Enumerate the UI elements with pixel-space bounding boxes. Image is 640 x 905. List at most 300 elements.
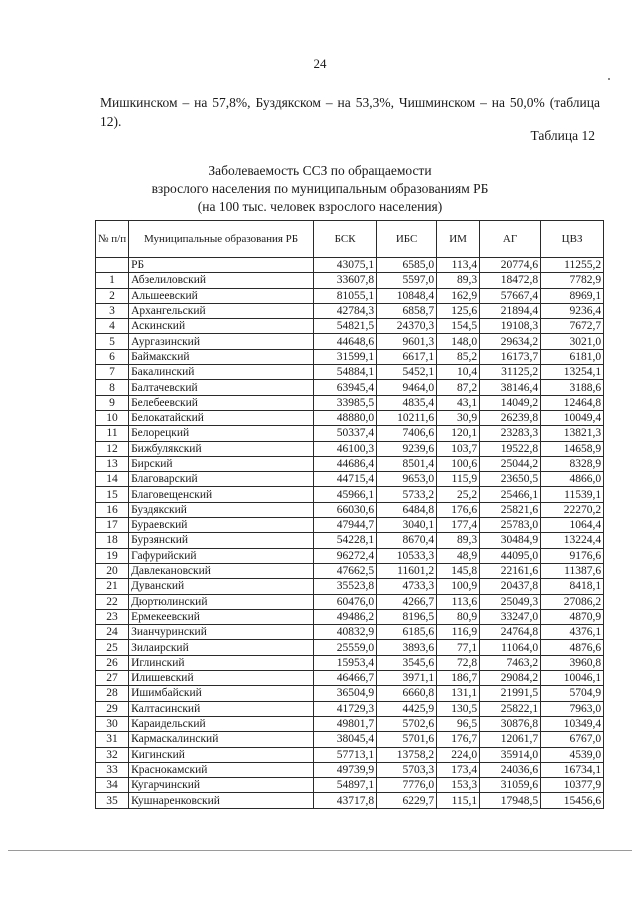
row-ibs: 5703,3 <box>377 762 437 777</box>
row-im: 103,7 <box>437 441 480 456</box>
row-ag: 25049,3 <box>480 594 541 609</box>
row-im: 87,2 <box>437 380 480 395</box>
row-ibs: 6585,0 <box>377 258 437 273</box>
row-bsk: 49739,9 <box>314 762 377 777</box>
row-name: Альшеевский <box>129 288 314 303</box>
row-ibs: 11601,2 <box>377 563 437 578</box>
row-num: 21 <box>96 579 129 594</box>
row-cvz: 8418,1 <box>541 579 604 594</box>
header-im: ИМ <box>437 221 480 258</box>
row-name: Зилаирский <box>129 640 314 655</box>
row-im: 30,9 <box>437 410 480 425</box>
row-im: 10,4 <box>437 365 480 380</box>
row-name: Бураевский <box>129 518 314 533</box>
row-ibs: 10211,6 <box>377 410 437 425</box>
row-name: Белорецкий <box>129 426 314 441</box>
row-bsk: 36504,9 <box>314 686 377 701</box>
table-row <box>96 686 604 701</box>
row-ibs: 6229,7 <box>377 793 437 808</box>
row-num: 3 <box>96 303 129 318</box>
row-num: 20 <box>96 563 129 578</box>
table-row <box>96 518 604 533</box>
row-name: Белокатайский <box>129 410 314 425</box>
header-num: № п/п <box>96 221 129 258</box>
row-bsk: 41729,3 <box>314 701 377 716</box>
table-row <box>96 456 604 471</box>
row-name: Аургазинский <box>129 334 314 349</box>
row-ibs: 9601,3 <box>377 334 437 349</box>
row-im: 85,2 <box>437 349 480 364</box>
row-num: 28 <box>96 686 129 701</box>
table-row <box>96 410 604 425</box>
row-num: 10 <box>96 410 129 425</box>
row-bsk: 66030,6 <box>314 502 377 517</box>
row-name: Благоварский <box>129 472 314 487</box>
row-name: Ермекеевский <box>129 609 314 624</box>
table-row <box>96 778 604 793</box>
row-num: 24 <box>96 625 129 640</box>
row-name: Караидельский <box>129 716 314 731</box>
row-num: 15 <box>96 487 129 502</box>
row-name: Дуванский <box>129 579 314 594</box>
row-bsk: 31599,1 <box>314 349 377 364</box>
row-cvz: 10377,9 <box>541 778 604 793</box>
row-bsk: 35523,8 <box>314 579 377 594</box>
row-bsk: 15953,4 <box>314 655 377 670</box>
row-ibs: 4733,3 <box>377 579 437 594</box>
row-cvz: 14658,9 <box>541 441 604 456</box>
row-bsk: 54228,1 <box>314 533 377 548</box>
row-cvz: 22270,2 <box>541 502 604 517</box>
row-cvz: 3960,8 <box>541 655 604 670</box>
row-cvz: 13254,1 <box>541 365 604 380</box>
row-cvz: 11387,6 <box>541 563 604 578</box>
row-ag: 24036,6 <box>480 762 541 777</box>
row-ibs: 13758,2 <box>377 747 437 762</box>
table-row <box>96 732 604 747</box>
row-num: 9 <box>96 395 129 410</box>
row-bsk: 43717,8 <box>314 793 377 808</box>
row-name: Зианчуринский <box>129 625 314 640</box>
row-ag: 19108,3 <box>480 319 541 334</box>
row-num: 5 <box>96 334 129 349</box>
row-ag: 25822,1 <box>480 701 541 716</box>
row-cvz: 4866,0 <box>541 472 604 487</box>
row-ag: 44095,0 <box>480 548 541 563</box>
table-row <box>96 563 604 578</box>
row-ag: 26239,8 <box>480 410 541 425</box>
row-num: 19 <box>96 548 129 563</box>
row-bsk: 47944,7 <box>314 518 377 533</box>
row-num: 27 <box>96 671 129 686</box>
row-bsk: 81055,1 <box>314 288 377 303</box>
row-im: 89,3 <box>437 533 480 548</box>
table-row <box>96 349 604 364</box>
table-row <box>96 334 604 349</box>
row-num: 32 <box>96 747 129 762</box>
row-ibs: 8501,4 <box>377 456 437 471</box>
row-im: 43,1 <box>437 395 480 410</box>
row-cvz: 10349,4 <box>541 716 604 731</box>
caption-line-2: взрослого населения по муниципальным образованиям РБ <box>151 181 489 196</box>
row-im: 89,3 <box>437 273 480 288</box>
row-ag: 20774,6 <box>480 258 541 273</box>
row-num: 1 <box>96 273 129 288</box>
row-ibs: 9653,0 <box>377 472 437 487</box>
caption-line-3: (на 100 тыс. человек взрослого населения) <box>197 199 443 214</box>
row-cvz: 6181,0 <box>541 349 604 364</box>
row-ibs: 3040,1 <box>377 518 437 533</box>
row-cvz: 4876,6 <box>541 640 604 655</box>
row-ibs: 4266,7 <box>377 594 437 609</box>
row-ibs: 5597,0 <box>377 273 437 288</box>
row-bsk: 33985,5 <box>314 395 377 410</box>
row-name: Благовещенский <box>129 487 314 502</box>
row-ag: 7463,2 <box>480 655 541 670</box>
row-ag: 20437,8 <box>480 579 541 594</box>
row-ag: 11064,0 <box>480 640 541 655</box>
table-row <box>96 472 604 487</box>
row-ag: 30484,9 <box>480 533 541 548</box>
row-im: 176,6 <box>437 502 480 517</box>
header-cvz: ЦВЗ <box>541 221 604 258</box>
row-ibs: 9464,0 <box>377 380 437 395</box>
row-im: 125,6 <box>437 303 480 318</box>
row-im: 115,9 <box>437 472 480 487</box>
table-row <box>96 762 604 777</box>
table-row <box>96 303 604 318</box>
row-ibs: 4425,9 <box>377 701 437 716</box>
row-im: 96,5 <box>437 716 480 731</box>
table-row <box>96 441 604 456</box>
row-name: Кармаскалинский <box>129 732 314 747</box>
row-cvz: 15456,6 <box>541 793 604 808</box>
row-ag: 23283,3 <box>480 426 541 441</box>
row-num: 12 <box>96 441 129 456</box>
row-ag: 29634,2 <box>480 334 541 349</box>
row-num: 18 <box>96 533 129 548</box>
row-bsk: 43075,1 <box>314 258 377 273</box>
row-im: 100,9 <box>437 579 480 594</box>
row-ibs: 5702,6 <box>377 716 437 731</box>
table-caption <box>0 162 640 216</box>
row-num: 7 <box>96 365 129 380</box>
row-name: Бакалинский <box>129 365 314 380</box>
row-name: Кушнаренковский <box>129 793 314 808</box>
row-ag: 25783,0 <box>480 518 541 533</box>
row-im: 131,1 <box>437 686 480 701</box>
row-name: Калтасинский <box>129 701 314 716</box>
row-bsk: 47662,5 <box>314 563 377 578</box>
row-im: 72,8 <box>437 655 480 670</box>
row-bsk: 33607,8 <box>314 273 377 288</box>
row-cvz: 3188,6 <box>541 380 604 395</box>
row-cvz: 7672,7 <box>541 319 604 334</box>
row-ibs: 3893,6 <box>377 640 437 655</box>
row-num: 34 <box>96 778 129 793</box>
row-ibs: 4835,4 <box>377 395 437 410</box>
row-bsk: 57713,1 <box>314 747 377 762</box>
row-name: Бурзянский <box>129 533 314 548</box>
row-num: 14 <box>96 472 129 487</box>
row-im: 186,7 <box>437 671 480 686</box>
footer-divider <box>8 850 632 851</box>
row-ag: 18472,8 <box>480 273 541 288</box>
morbidity-table <box>95 220 604 809</box>
row-num: 26 <box>96 655 129 670</box>
table-row <box>96 716 604 731</box>
table-row <box>96 701 604 716</box>
row-bsk: 46466,7 <box>314 671 377 686</box>
row-num: 22 <box>96 594 129 609</box>
table-row <box>96 609 604 624</box>
row-cvz: 8328,9 <box>541 456 604 471</box>
row-cvz: 12464,8 <box>541 395 604 410</box>
row-ibs: 7776,0 <box>377 778 437 793</box>
row-ibs: 6484,8 <box>377 502 437 517</box>
table-row <box>96 747 604 762</box>
row-name: Краснокамский <box>129 762 314 777</box>
row-bsk: 40832,9 <box>314 625 377 640</box>
row-im: 162,9 <box>437 288 480 303</box>
table-row <box>96 426 604 441</box>
row-ag: 12061,7 <box>480 732 541 747</box>
row-cvz: 13821,3 <box>541 426 604 441</box>
row-im: 100,6 <box>437 456 480 471</box>
row-bsk: 54884,1 <box>314 365 377 380</box>
row-name: Баймакский <box>129 349 314 364</box>
table-body <box>96 258 604 809</box>
header-ibs: ИБС <box>377 221 437 258</box>
row-ag: 23650,5 <box>480 472 541 487</box>
row-cvz: 10046,1 <box>541 671 604 686</box>
row-im: 48,9 <box>437 548 480 563</box>
row-ag: 25466,1 <box>480 487 541 502</box>
row-name: Балтачевский <box>129 380 314 395</box>
row-name: Иглинский <box>129 655 314 670</box>
row-ibs: 3545,6 <box>377 655 437 670</box>
table-row <box>96 671 604 686</box>
row-name: Давлекановский <box>129 563 314 578</box>
row-name: Бирский <box>129 456 314 471</box>
row-im: 148,0 <box>437 334 480 349</box>
row-ag: 33247,0 <box>480 609 541 624</box>
table-row <box>96 365 604 380</box>
row-ibs: 5452,1 <box>377 365 437 380</box>
row-cvz: 27086,2 <box>541 594 604 609</box>
row-ag: 35914,0 <box>480 747 541 762</box>
row-num: 35 <box>96 793 129 808</box>
table-row <box>96 655 604 670</box>
header-name: Муниципальные образования РБ <box>129 221 314 258</box>
row-im: 113,4 <box>437 258 480 273</box>
row-num: 23 <box>96 609 129 624</box>
row-im: 176,7 <box>437 732 480 747</box>
row-bsk: 54821,5 <box>314 319 377 334</box>
row-num: 25 <box>96 640 129 655</box>
row-bsk: 50337,4 <box>314 426 377 441</box>
header-bsk: БСК <box>314 221 377 258</box>
row-ag: 16173,7 <box>480 349 541 364</box>
row-cvz: 11539,1 <box>541 487 604 502</box>
table-row <box>96 487 604 502</box>
row-im: 25,2 <box>437 487 480 502</box>
row-cvz: 9236,4 <box>541 303 604 318</box>
row-ibs: 24370,3 <box>377 319 437 334</box>
row-num: 11 <box>96 426 129 441</box>
row-name: Буздякский <box>129 502 314 517</box>
row-im: 153,3 <box>437 778 480 793</box>
row-cvz: 4376,1 <box>541 625 604 640</box>
table-label: Таблица 12 <box>530 128 595 143</box>
row-bsk: 44686,4 <box>314 456 377 471</box>
row-bsk: 60476,0 <box>314 594 377 609</box>
row-ibs: 8196,5 <box>377 609 437 624</box>
row-im: 173,4 <box>437 762 480 777</box>
row-im: 77,1 <box>437 640 480 655</box>
row-num: 17 <box>96 518 129 533</box>
row-im: 116,9 <box>437 625 480 640</box>
row-im: 177,4 <box>437 518 480 533</box>
row-num: 30 <box>96 716 129 731</box>
table-row <box>96 579 604 594</box>
row-ag: 24764,8 <box>480 625 541 640</box>
row-bsk: 25559,0 <box>314 640 377 655</box>
row-name: Илишевский <box>129 671 314 686</box>
row-ag: 57667,4 <box>480 288 541 303</box>
header-ag: АГ <box>480 221 541 258</box>
row-ag: 31059,6 <box>480 778 541 793</box>
row-name: РБ <box>129 258 314 273</box>
intro-paragraph: Мишкинском – на 57,8%, Буздякском – на 53,3%, Чишминском – на 50,0% (таблица 12). <box>100 95 600 129</box>
row-ibs: 7406,6 <box>377 426 437 441</box>
row-ibs: 5733,2 <box>377 487 437 502</box>
row-cvz: 7963,0 <box>541 701 604 716</box>
table-row <box>96 793 604 808</box>
row-im: 224,0 <box>437 747 480 762</box>
row-ag: 21894,4 <box>480 303 541 318</box>
row-cvz: 16734,1 <box>541 762 604 777</box>
caption-line-1: Заболеваемость ССЗ по обращаемости <box>208 163 432 178</box>
table-row <box>96 288 604 303</box>
row-im: 130,5 <box>437 701 480 716</box>
row-ag: 25821,6 <box>480 502 541 517</box>
row-bsk: 42784,3 <box>314 303 377 318</box>
table-row <box>96 533 604 548</box>
row-bsk: 38045,4 <box>314 732 377 747</box>
row-ag: 30876,8 <box>480 716 541 731</box>
table-row <box>96 258 604 273</box>
row-bsk: 49801,7 <box>314 716 377 731</box>
row-num: 29 <box>96 701 129 716</box>
row-cvz: 3021,0 <box>541 334 604 349</box>
row-cvz: 8969,1 <box>541 288 604 303</box>
row-im: 80,9 <box>437 609 480 624</box>
row-num: 31 <box>96 732 129 747</box>
row-ag: 14049,2 <box>480 395 541 410</box>
row-ibs: 9239,6 <box>377 441 437 456</box>
row-name: Гафурийский <box>129 548 314 563</box>
row-num <box>96 258 129 273</box>
row-cvz: 10049,4 <box>541 410 604 425</box>
table-row <box>96 380 604 395</box>
row-ag: 22161,6 <box>480 563 541 578</box>
row-num: 6 <box>96 349 129 364</box>
table-row <box>96 594 604 609</box>
row-cvz: 6767,0 <box>541 732 604 747</box>
table-row <box>96 395 604 410</box>
row-cvz: 7782,9 <box>541 273 604 288</box>
table-header-row <box>96 221 604 258</box>
row-im: 145,8 <box>437 563 480 578</box>
row-name: Кигинский <box>129 747 314 762</box>
row-num: 33 <box>96 762 129 777</box>
row-cvz: 5704,9 <box>541 686 604 701</box>
row-ag: 17948,5 <box>480 793 541 808</box>
row-ibs: 6185,6 <box>377 625 437 640</box>
row-ag: 29084,2 <box>480 671 541 686</box>
row-cvz: 11255,2 <box>541 258 604 273</box>
row-ag: 25044,2 <box>480 456 541 471</box>
row-name: Кугарчинский <box>129 778 314 793</box>
row-ag: 19522,8 <box>480 441 541 456</box>
row-cvz: 9176,6 <box>541 548 604 563</box>
row-bsk: 44648,6 <box>314 334 377 349</box>
row-cvz: 1064,4 <box>541 518 604 533</box>
row-bsk: 54897,1 <box>314 778 377 793</box>
row-bsk: 63945,4 <box>314 380 377 395</box>
row-name: Дюртюлинский <box>129 594 314 609</box>
row-num: 13 <box>96 456 129 471</box>
row-num: 16 <box>96 502 129 517</box>
row-bsk: 46100,3 <box>314 441 377 456</box>
row-ibs: 3971,1 <box>377 671 437 686</box>
table-row <box>96 319 604 334</box>
page-number: 24 <box>313 56 327 71</box>
row-name: Белебеевский <box>129 395 314 410</box>
row-bsk: 49486,2 <box>314 609 377 624</box>
table-row <box>96 548 604 563</box>
row-bsk: 96272,4 <box>314 548 377 563</box>
row-im: 113,6 <box>437 594 480 609</box>
row-num: 2 <box>96 288 129 303</box>
row-name: Архангельский <box>129 303 314 318</box>
row-name: Абзелиловский <box>129 273 314 288</box>
row-bsk: 48880,0 <box>314 410 377 425</box>
row-ibs: 10533,3 <box>377 548 437 563</box>
row-im: 154,5 <box>437 319 480 334</box>
row-num: 8 <box>96 380 129 395</box>
row-ibs: 6858,7 <box>377 303 437 318</box>
row-ibs: 10848,4 <box>377 288 437 303</box>
row-name: Аскинский <box>129 319 314 334</box>
scan-mark <box>608 78 610 80</box>
row-ibs: 8670,4 <box>377 533 437 548</box>
row-ag: 31125,2 <box>480 365 541 380</box>
row-ag: 21991,5 <box>480 686 541 701</box>
table-row <box>96 502 604 517</box>
row-bsk: 45966,1 <box>314 487 377 502</box>
row-ag: 38146,4 <box>480 380 541 395</box>
row-cvz: 4539,0 <box>541 747 604 762</box>
row-name: Ишимбайский <box>129 686 314 701</box>
table-row <box>96 640 604 655</box>
row-ibs: 5701,6 <box>377 732 437 747</box>
row-bsk: 44715,4 <box>314 472 377 487</box>
table-row <box>96 625 604 640</box>
row-cvz: 4870,9 <box>541 609 604 624</box>
row-num: 4 <box>96 319 129 334</box>
